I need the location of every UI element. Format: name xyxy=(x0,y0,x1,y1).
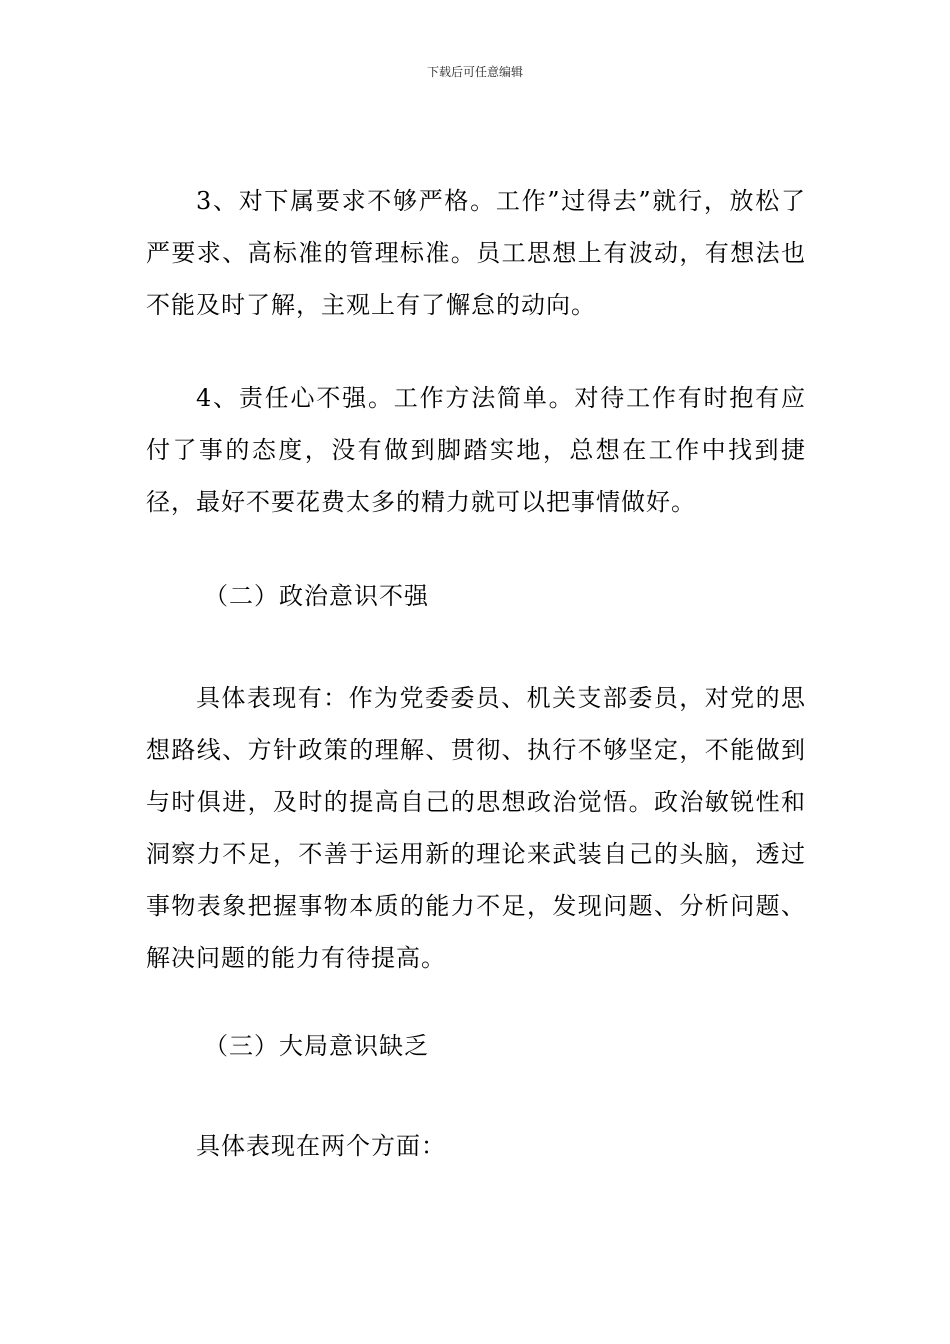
paragraph-item-4: 4、责任心不强。工作方法简单。对待工作有时抱有应付了事的态度，没有做到脚踏实地，总想在工作中找到捷径，最好不要花费太多的精力就可以把事情做好。 xyxy=(146,384,806,516)
paragraph-political-details: 具体表现有：作为党委委员、机关支部委员，对党的思想路线、方针政策的理解、贯彻、执行不够坚定，不能做到与时俱进，及时的提高自己的思想政治觉悟。政治敏锐性和洞察力不足，不善于运用新的理论来武装自己的头脑，透过事物表象把握事物本质的能力不足，发现问题、分析问题、解决问题的能力有待提高。 xyxy=(146,684,806,972)
page-header: 下载后可任意编辑 xyxy=(426,65,523,79)
paragraph-overall-details: 具体表现在两个方面： xyxy=(196,1132,446,1160)
section-heading-overall-awareness: （三）大局意识缺乏 xyxy=(204,1032,429,1060)
paragraph-item-3: 3、对下属要求不够严格。工作”过得去”就行，放松了严要求、高标准的管理标准。员工思想上有波动，有想法也不能及时了解，主观上有了懈怠的动向。 xyxy=(146,187,806,319)
section-heading-political-awareness: （二）政治意识不强 xyxy=(204,582,429,610)
